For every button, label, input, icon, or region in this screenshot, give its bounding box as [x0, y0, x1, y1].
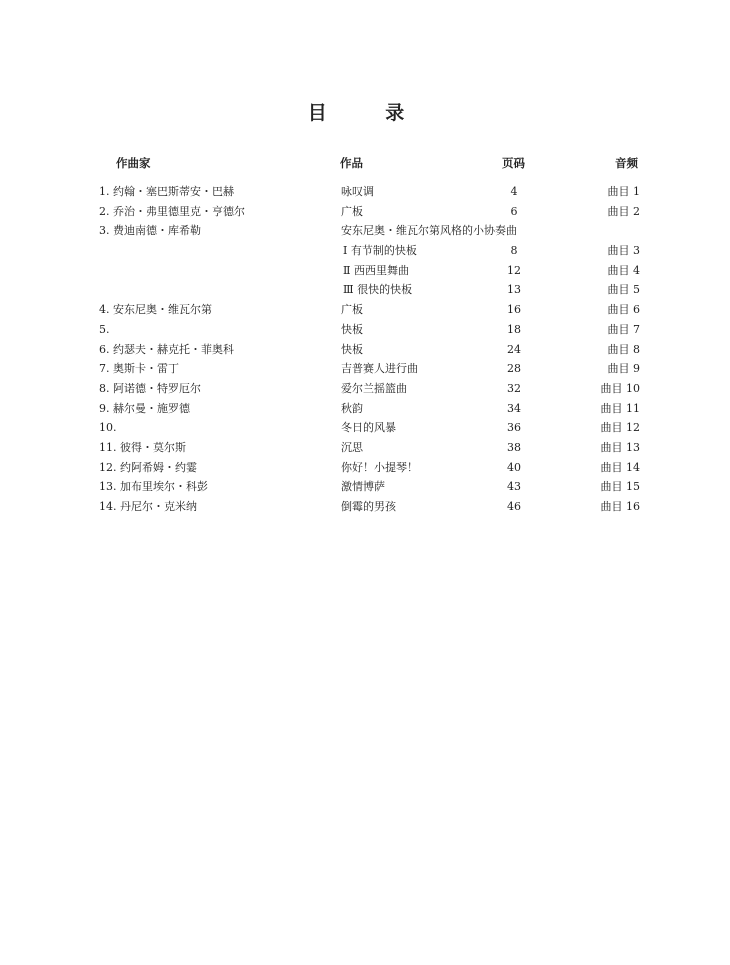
composer-column-header: 作曲家	[116, 156, 151, 170]
toc-row	[0, 418, 730, 438]
toc-row	[0, 221, 730, 241]
track-number: 曲目 8	[607, 342, 640, 356]
page-number: 24	[507, 342, 521, 356]
work-title: 快板	[341, 342, 363, 356]
toc-row	[0, 497, 730, 517]
track-number: 曲目 15	[600, 480, 640, 494]
track-number: 曲目 11	[600, 401, 640, 415]
page-number: 34	[507, 401, 521, 415]
movement-title: Ⅰ 有节制的快板	[343, 244, 417, 258]
toc-row	[0, 202, 730, 222]
page-number: 32	[507, 381, 521, 395]
work-title: 沉思	[341, 440, 363, 454]
work-title: 冬日的风暴	[341, 421, 396, 435]
toc-row	[0, 379, 730, 399]
track-number: 曲目 5	[607, 283, 640, 297]
composer-name: 12. 约阿希姆・约霎	[99, 460, 197, 474]
track-number: 曲目 4	[607, 263, 640, 277]
toc-row	[0, 359, 730, 379]
work-column-header: 作品	[340, 156, 363, 170]
track-number: 曲目 9	[607, 362, 640, 376]
track-number: 曲目 2	[607, 204, 640, 218]
toc-row	[0, 280, 730, 300]
toc-row	[0, 261, 730, 281]
work-title: 安东尼奥・维瓦尔第风格的小协奏曲	[341, 224, 517, 238]
composer-name: 7. 奥斯卡・雷丁	[99, 362, 179, 376]
page-number: 8	[510, 244, 518, 258]
movement-title: Ⅲ 很快的快板	[343, 283, 413, 297]
page-number: 16	[507, 303, 521, 317]
work-title: 咏叹调	[341, 185, 374, 198]
toc-row	[0, 340, 730, 360]
track-number: 曲目 10	[600, 381, 640, 395]
table-of-contents	[0, 182, 730, 517]
composer-name: 3. 费迪南德・库希勒	[99, 224, 201, 238]
page-title: 目 录	[307, 102, 431, 124]
toc-row	[0, 438, 730, 458]
track-number: 曲目 14	[600, 460, 640, 474]
track-number: 曲目 7	[607, 322, 640, 336]
composer-name: 6. 约瑟夫・赫克托・菲奥科	[99, 342, 234, 356]
page-number: 43	[507, 480, 521, 494]
composer-name: 11. 彼得・莫尔斯	[99, 440, 186, 454]
movement-title: Ⅱ 西西里舞曲	[343, 263, 409, 277]
page-number: 13	[507, 283, 521, 297]
composer-name: 10.	[99, 421, 117, 435]
track-number: 曲目 1	[607, 185, 640, 198]
page-number: 40	[507, 460, 521, 474]
toc-row	[0, 241, 730, 261]
composer-name: 2. 乔治・弗里德里克・亨德尔	[99, 204, 245, 218]
page-number: 18	[507, 322, 521, 336]
page-number: 4	[510, 185, 518, 198]
composer-name: 5.	[99, 322, 110, 336]
track-column-header: 音频	[615, 156, 638, 170]
composer-name: 9. 赫尔曼・施罗德	[99, 401, 190, 415]
track-number: 曲目 6	[607, 303, 640, 317]
work-title: 广板	[341, 204, 363, 218]
toc-row	[0, 182, 730, 202]
toc-row	[0, 320, 730, 340]
toc-row	[0, 300, 730, 320]
work-title: 快板	[341, 322, 363, 336]
page-number: 36	[507, 421, 521, 435]
page-number: 46	[507, 500, 521, 513]
page-number: 12	[507, 263, 521, 277]
work-title: 广板	[341, 303, 363, 317]
toc-row	[0, 458, 730, 478]
work-title: 吉普赛人进行曲	[341, 362, 418, 376]
page-number: 38	[507, 440, 521, 454]
table-header	[0, 155, 730, 171]
composer-name: 4. 安东尼奥・维瓦尔第	[99, 303, 212, 317]
work-title: 爱尔兰摇篮曲	[341, 381, 407, 395]
track-number: 曲目 3	[607, 244, 640, 258]
page-number: 6	[510, 204, 518, 218]
page-column-header: 页码	[502, 156, 525, 170]
track-number: 曲目 12	[600, 421, 640, 435]
work-title: 秋韵	[341, 401, 363, 415]
composer-name: 1. 约翰・塞巴斯蒂安・巴赫	[99, 185, 234, 198]
work-title: 倒霉的男孩	[341, 500, 396, 513]
work-title: 你好！小提琴！	[341, 460, 418, 474]
composer-name: 13. 加布里埃尔・科彭	[99, 480, 208, 494]
composer-name: 14. 丹尼尔・克米纳	[99, 500, 197, 513]
track-number: 曲目 16	[600, 500, 640, 513]
composer-name: 8. 阿诺德・特罗厄尔	[99, 381, 201, 395]
track-number: 曲目 13	[600, 440, 640, 454]
toc-row	[0, 399, 730, 419]
work-title: 激情博萨	[341, 480, 385, 494]
toc-row	[0, 477, 730, 497]
page-number: 28	[507, 362, 521, 376]
